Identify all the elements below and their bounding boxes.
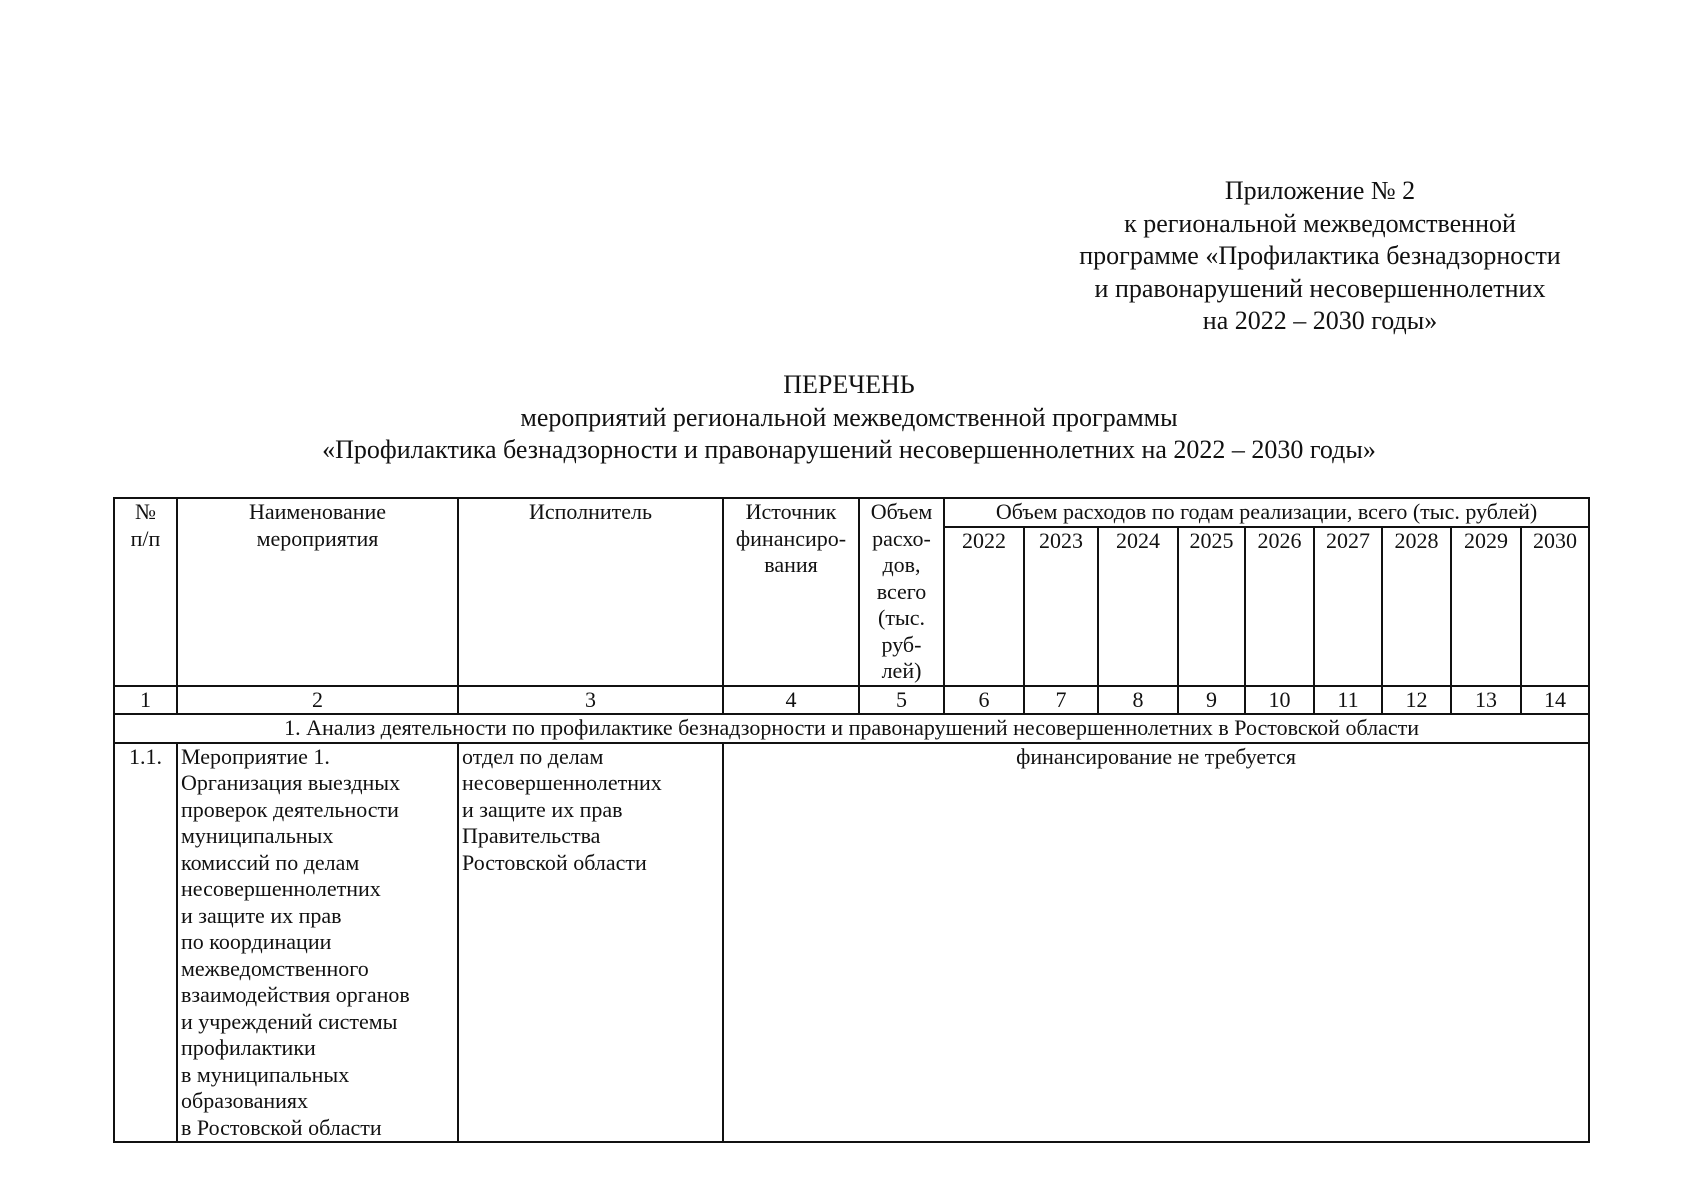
appendix-line: к региональной межведомственной xyxy=(1124,208,1516,238)
column-number: 1 xyxy=(114,686,177,715)
header-volume: Объем расхо- дов, всего (тыс. руб- лей) xyxy=(859,498,944,686)
column-number: 5 xyxy=(859,686,944,715)
column-number: 3 xyxy=(458,686,723,715)
header-year: 2027 xyxy=(1314,527,1382,686)
column-number: 11 xyxy=(1314,686,1382,715)
column-number: 4 xyxy=(723,686,859,715)
header-year: 2030 xyxy=(1521,527,1589,686)
header-year: 2022 xyxy=(944,527,1024,686)
header-year: 2028 xyxy=(1382,527,1451,686)
column-number: 10 xyxy=(1245,686,1314,715)
document-title xyxy=(0,369,1698,467)
column-numbers-row xyxy=(114,686,1589,715)
row-number: 1.1. xyxy=(114,743,177,1143)
section-title: 1. Анализ деятельности по профилактике безнадзорности и правонарушений несовершеннолетних в Ростовской области xyxy=(114,714,1589,743)
column-number: 13 xyxy=(1451,686,1521,715)
appendix-block xyxy=(1050,175,1590,338)
column-number: 12 xyxy=(1382,686,1451,715)
table-row xyxy=(114,743,1589,1143)
header-row xyxy=(114,498,1589,527)
appendix-line: на 2022 – 2030 годы» xyxy=(1202,306,1438,335)
activity-executor: отдел по делам несовершеннолетних и защите их прав Правительства Ростовской области xyxy=(458,743,723,1143)
header-num: № п/п xyxy=(114,498,177,686)
activity-name: Мероприятие 1. Организация выездных проверок деятельности муниципальных комиссий по делам несовершеннолетних и защите их прав по координации межведомственного взаимодействия органов и учреждений системы профилактики в муниципальных образованиях в Ростовской области xyxy=(177,743,458,1143)
title-subtitle: мероприятий региональной межведомственной программы xyxy=(520,402,1178,432)
header-year: 2026 xyxy=(1245,527,1314,686)
column-number: 7 xyxy=(1024,686,1098,715)
column-number: 2 xyxy=(177,686,458,715)
appendix-line: Приложение № 2 xyxy=(1224,176,1416,205)
financing-note: финансирование не требуется xyxy=(723,743,1589,1143)
appendix-line: программе «Профилактика безнадзорности xyxy=(1079,241,1561,270)
column-number: 6 xyxy=(944,686,1024,715)
header-executor: Исполнитель xyxy=(458,498,723,686)
section-row xyxy=(114,714,1589,743)
appendix-line: и правонарушений несовершеннолетних xyxy=(1094,273,1546,303)
header-source: Источник финансиро- вания xyxy=(723,498,859,686)
header-name: Наименование мероприятия xyxy=(177,498,458,686)
title-program-name: «Профилактика безнадзорности и правонарушений несовершеннолетних на 2022 – 2030 годы» xyxy=(322,435,1376,464)
column-number: 8 xyxy=(1098,686,1178,715)
column-number: 9 xyxy=(1178,686,1245,715)
activities-table xyxy=(113,497,1590,1143)
header-years-group: Объем расходов по годам реализации, всего (тыс. рублей) xyxy=(944,498,1589,527)
header-year: 2025 xyxy=(1178,527,1245,686)
title-heading: ПЕРЕЧЕНЬ xyxy=(783,370,915,399)
header-year: 2029 xyxy=(1451,527,1521,686)
column-number: 14 xyxy=(1521,686,1589,715)
header-year: 2023 xyxy=(1024,527,1098,686)
header-year: 2024 xyxy=(1098,527,1178,686)
